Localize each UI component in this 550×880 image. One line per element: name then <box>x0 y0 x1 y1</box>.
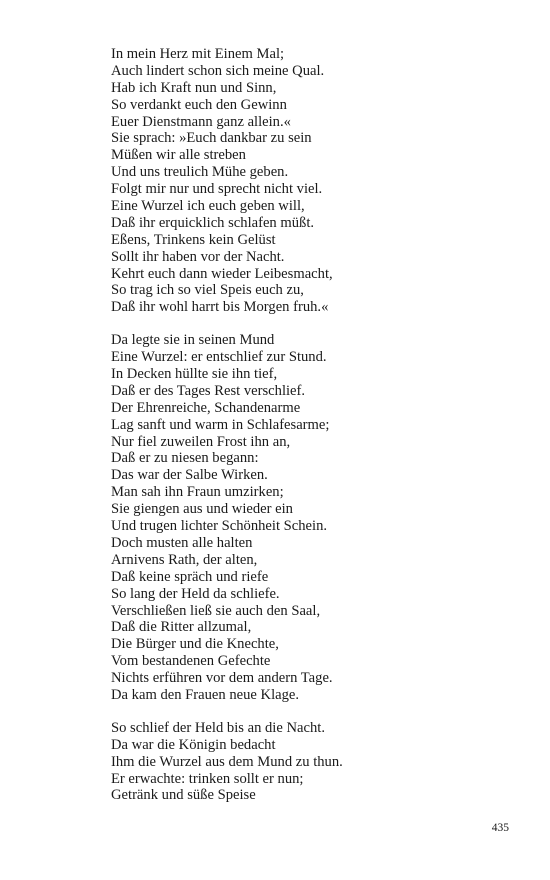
verse-line: Nichts erführen vor dem andern Tage. <box>111 670 333 687</box>
verse-line: So lang der Held da schliefe. <box>111 585 280 602</box>
verse-line: Daß keine spräch und riefe <box>111 568 269 585</box>
verse-line: Folgt mir nur und sprecht nicht viel. <box>111 181 323 198</box>
verse-line: Hab ich Kraft nun und Sinn, <box>111 79 277 96</box>
verse-line: Sie giengen aus und wieder ein <box>111 501 293 518</box>
verse-line: Müßen wir alle streben <box>111 147 246 164</box>
verse-line: Sie sprach: »Euch dankbar zu sein <box>111 130 312 147</box>
verse-line: Lag sanft und warm in Schlafesarme; <box>111 416 330 433</box>
stanza <box>111 46 511 316</box>
verse-line: Verschließen ließ sie auch den Saal, <box>111 602 321 619</box>
verse-line: So trag ich so viel Speis euch zu, <box>111 282 304 299</box>
verse-line: Da legte sie in seinen Mund <box>111 332 275 349</box>
verse-line: Arnivens Rath, der alten, <box>111 551 258 568</box>
verse-line: Eine Wurzel ich euch geben will, <box>111 198 305 215</box>
verse-line: Doch musten alle halten <box>111 534 253 551</box>
verse-line: Und trugen lichter Schönheit Schein. <box>111 518 328 535</box>
verse-line: Er erwachte: trinken sollt er nun; <box>111 770 304 787</box>
verse-line: Getränk und süße Speise <box>111 787 256 804</box>
verse-line: So schlief der Held bis an die Nacht. <box>111 719 325 736</box>
verse-line: Eßens, Trinkens kein Gelüst <box>111 231 276 248</box>
page-number: 435 <box>491 822 509 834</box>
verse-line: Vom bestandenen Gefechte <box>111 653 271 670</box>
stanza <box>111 332 511 704</box>
verse-line: Daß die Ritter allzumal, <box>111 619 252 636</box>
verse-line: Man sah ihn Fraun umzirken; <box>111 484 284 501</box>
verse-line: Nur fiel zuweilen Frost ihn an, <box>111 433 291 450</box>
verse-line: Daß ihr wohl harrt bis Morgen fruh.« <box>111 299 329 316</box>
verse-line: Auch lindert schon sich meine Qual. <box>111 62 325 79</box>
verse-line: Und uns treulich Mühe geben. <box>111 164 289 181</box>
verse-line: Das war der Salbe Wirken. <box>111 467 268 484</box>
verse-line: Da war die Königin bedacht <box>111 736 276 753</box>
verse-line: Da kam den Frauen neue Klage. <box>111 686 300 703</box>
verse-line: Die Bürger und die Knechte, <box>111 636 279 653</box>
verse-line: Euer Dienstmann ganz allein.« <box>111 113 291 130</box>
verse-line: Kehrt euch dann wieder Leibesmacht, <box>111 265 333 282</box>
verse-line: So verdankt euch den Gewinn <box>111 96 287 113</box>
verse-line: Der Ehrenreiche, Schandenarme <box>111 399 301 416</box>
verse-line: Daß ihr erquicklich schlafen müßt. <box>111 214 315 231</box>
verse-line: Ihm die Wurzel aus dem Mund zu thun. <box>111 753 343 770</box>
verse-line: In mein Herz mit Einem Mal; <box>111 46 285 62</box>
verse-line: Eine Wurzel: er entschlief zur Stund. <box>111 349 327 366</box>
poem-text <box>111 46 511 820</box>
verse-line: In Decken hüllte sie ihn tief, <box>111 366 278 383</box>
verse-line: Daß er des Tages Rest verschlief. <box>111 382 306 399</box>
verse-line: Daß er zu niesen begann: <box>111 450 259 467</box>
stanza <box>111 720 511 804</box>
verse-line: Sollt ihr haben vor der Nacht. <box>111 248 285 265</box>
